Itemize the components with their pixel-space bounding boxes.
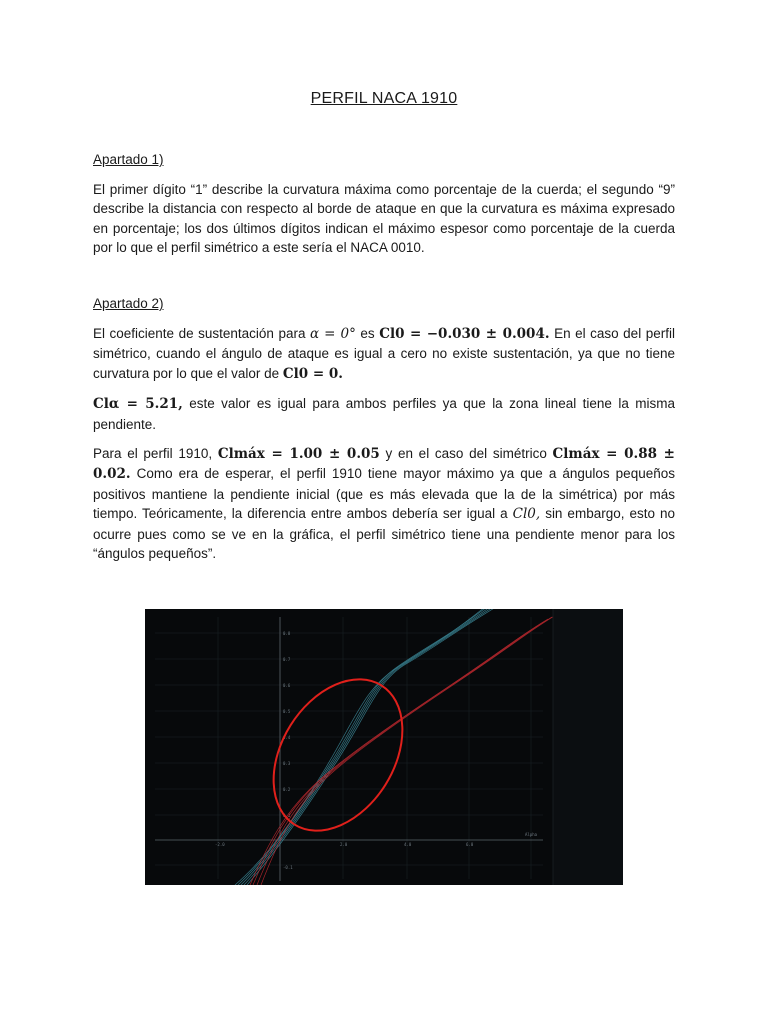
paragraph-cl-max xyxy=(93,444,675,563)
axis-ticks xyxy=(215,631,538,870)
svg-text:0.6: 0.6 xyxy=(283,683,291,688)
text-fragment: El coeficiente de sustentación para xyxy=(93,326,306,341)
page-title: PERFIL NACA 1910 xyxy=(310,90,458,107)
text-fragment: y en el caso del simétrico xyxy=(385,446,547,462)
text-fragment: Como era de esperar, el perfil 1910 tiene mayor máximo ya que a ángulos pequeños positivos mantiene la pendiente inicial (que es más elevada que la de la simétrica) por más tiempo. Teóricamente, la diferencia entre ambos debería ser igual a xyxy=(93,466,675,522)
text-fragment: Para el perfil 1910, xyxy=(93,446,213,462)
section-2-heading: Apartado 2) xyxy=(93,296,164,311)
svg-text:6.0: 6.0 xyxy=(466,842,474,847)
plot-svg xyxy=(145,609,623,885)
svg-text:0.2: 0.2 xyxy=(283,787,291,792)
svg-text:0.8: 0.8 xyxy=(283,631,291,636)
section-1-heading: Apartado 1) xyxy=(93,152,164,167)
svg-text:2.0: 2.0 xyxy=(340,842,348,847)
svg-text:-0.1: -0.1 xyxy=(283,865,293,870)
lift-curve-plot-image xyxy=(145,609,623,885)
text-fragment: sin embargo, esto no ocurre pues como se ve en la gráfica, el perfil simétrico tiene una pendiente menor para los “ángulos pequeños”. xyxy=(93,506,675,562)
svg-text:Alpha: Alpha xyxy=(525,832,538,837)
cl0-inline: Cl0, xyxy=(512,506,541,523)
series-naca-1910 xyxy=(250,615,556,885)
svg-text:0.7: 0.7 xyxy=(283,657,291,662)
text-fragment: es xyxy=(360,326,375,341)
cl-max-1910: Clmáx = 1.00 ± 0.05 xyxy=(217,446,380,463)
svg-text:0.4: 0.4 xyxy=(283,735,291,740)
section-apartado-2 xyxy=(93,296,675,573)
cl-alpha-value: Clα = 5.21, xyxy=(93,396,183,413)
svg-text:0.5: 0.5 xyxy=(283,709,291,714)
plot-legend xyxy=(553,609,623,885)
plot-axes xyxy=(155,617,543,881)
highlight-ellipse xyxy=(247,656,429,854)
cl-max-symmetric: Clmáx = 0.88 ± 0.02. xyxy=(93,446,675,483)
svg-text:0.1: 0.1 xyxy=(283,813,291,818)
text-fragment: este valor es igual para ambos perfiles ya que la zona lineal tiene la misma pendiente. xyxy=(93,396,675,432)
svg-text:-2.0: -2.0 xyxy=(215,842,225,847)
section-apartado-1 xyxy=(93,152,675,268)
svg-text:0.3: 0.3 xyxy=(283,761,291,766)
cl0-zero: Cl0 = 0. xyxy=(282,365,343,382)
svg-text:4.0: 4.0 xyxy=(404,842,412,847)
section-1-text: El primer dígito “1” describe la curvatura máxima como porcentaje de la cuerda; el segundo “9” describe la distancia con respecto al borde de ataque en que la curvatura es máxima expresado en porcentaje; los dos últimos dígitos indican el máximo espesor como porcentaje de la cuerda por lo que el perfil simétrico a este sería el NACA 0010. xyxy=(93,182,675,256)
cl0-value: Cl0 = −0.030 ± 0.004. xyxy=(379,326,550,342)
text-fragment: En el caso del perfil simétrico, cuando el ángulo de ataque es igual a cero no existe sustentación, ya que no tiene curvatura por lo que el valor de xyxy=(93,326,675,381)
alpha-equation: α = 0° xyxy=(310,326,356,342)
series-naca-0010 xyxy=(235,609,496,885)
paragraph-cl0 xyxy=(93,324,675,384)
paragraph-cl-alpha xyxy=(93,394,675,434)
